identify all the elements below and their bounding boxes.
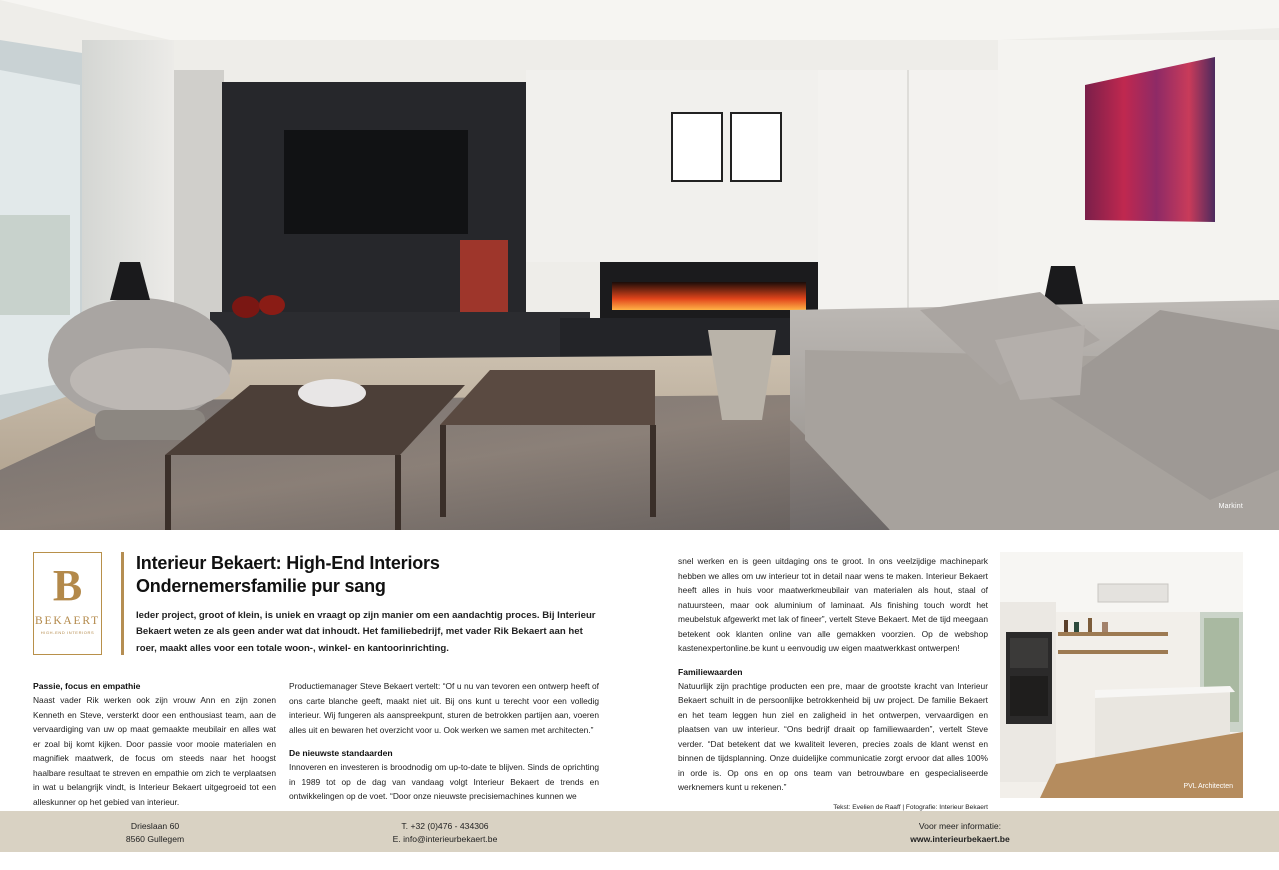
section-body-standaarden: Innoveren en investeren is broodnodig om up-to-date te blijven. Sinds de oprichting in 1989 tot op de dag van vandaag volgt Interieur Bekaert de trends en ontwikkelingen op de voet. “Door onze nieuwste precisiemachines kunnen we — [289, 762, 599, 801]
footer-more-info — [885, 820, 1035, 846]
logo-tagline: HIGH-END INTERIORS — [40, 630, 95, 635]
section-heading-standaarden: De nieuwste standaarden — [289, 748, 393, 758]
headline-accent-rule — [121, 552, 124, 655]
kitchen-illustration — [1000, 552, 1243, 798]
footer-street: Drieslaan 60 — [130, 821, 180, 831]
footer-info-label: Voor meer informatie: — [918, 821, 1002, 831]
article-credit: Tekst: Evelien de Raaff | Fotografie: Interieur Bekaert — [833, 803, 988, 811]
article-header — [136, 552, 606, 657]
footer-contact — [380, 820, 510, 846]
section-body-familiewaarden: Natuurlijk zijn prachtige producten een pre, maar de grootste kracht van Interieur Bekaert schuilt in de persoonlijke betrokkenheid bij uw project. De familie Bekaert en het team leggen hun ziel en zaligheid in het ontwerpen, vervaardigen en plaatsen van uw interieur. “Ons bedrijf draait op familiewaarden”, vertelt Steve verder. “Dat betekent dat we kwaliteit leveren, precies zoals de klant wenst en binnen de tijdsplanning. Onze duidelijke communicatie zorgt ervoor dat alles 100% in orde is. Op ons en op ons team van betrouwbare en gespecialiseerde werknemers kunt u rekenen.” — [678, 680, 988, 792]
logo-monogram: B — [52, 561, 83, 610]
footer-email[interactable]: E. info@interieurbekaert.be — [392, 834, 498, 844]
article-title — [136, 552, 606, 598]
bekaert-logo — [33, 552, 102, 655]
footer-address — [100, 820, 210, 846]
article-lead: Ieder project, groot of klein, is uniek en vraagt op zijn manier om een aandachtig proces. Bij Interieur Bekaert weten ze als geen ander wat dat inhoudt. Het familiebedrijf, met vader Rik Bekaert aan het roer, maakt alles voor een totale woon-, winkel- en kantoorinrichting. — [136, 610, 596, 654]
logo-brand: BEKAERT — [35, 615, 100, 627]
section-body-passie: Naast vader Rik werken ook zijn vrouw Ann en zijn zonen Kenneth en Steve, versterkt door een enthousiast team, aan de vervaardiging van uw op maat gemaakte meubilair en alles wat er zoal bij komt kijken. Door passie voor mooie materialen en magnifiek maatwerk, de focus om steeds naar het hoogst haalbare resultaat te streven en empathie om zich te verplaatsen in wat u belangrijk vindt, is Interieur Bekaert uitgegroeid tot een alleskunner op het gebied van interieur. — [33, 695, 276, 807]
kitchen-photo — [1000, 552, 1243, 798]
section-body-machinepark: snel werken en is geen uitdaging ons te groot. In ons veelzijdige machinepark hebben we alles om uw interieur tot in detail naar wens te maken. Interieur Bekaert heeft alles in huis voor maatwerkmeubilair van materialen als hout, staal of natuursteen, maar ook aluminium of laminaat. Als finishing touch wordt het meubelstuk afgewerkt met lak of fineer”, vertelt Steve Bekaert. Met de tijd meegaan betekent ook klanten online van alle gemakken voorzien. Op de webshop kastenexpertonline.be kunt u eenvoudig uw eigen maatwerkkast ontwerpen! — [678, 556, 988, 653]
section-heading-familiewaarden: Familiewaarden — [678, 666, 743, 677]
article-column-2 — [289, 679, 599, 804]
hero-photo-caption: Markint — [1218, 503, 1243, 510]
article-column-3 — [678, 554, 988, 815]
section-heading-passie: Passie, focus en empathie — [33, 681, 141, 691]
footer-contact-bar — [0, 811, 1279, 852]
quote-steve: Productiemanager Steve Bekaert vertelt: “Of u nu van tevoren een ontwerp heeft of ons carte blanche geeft, maakt niet uit. Bij ons kunt u terecht voor een volledig interieur. Wij fungeren als aanspreekpunt, sturen de betrokken partijen aan, voeren alles uit en bewaren het overzicht voor u. Ook werken we samen met architecten.” — [289, 681, 599, 735]
footer-city: 8560 Gullegem — [125, 834, 185, 844]
article-column-1 — [33, 679, 276, 809]
footer-phone[interactable]: T. +32 (0)476 - 434306 — [401, 821, 489, 831]
kitchen-photo-caption: PVL Architecten — [1183, 783, 1233, 790]
footer-website-link[interactable]: www.interieurbekaert.be — [910, 834, 1010, 844]
article-title-line2: Ondernemersfamilie pur sang — [136, 576, 386, 596]
article-title-line1: Interieur Bekaert: High-End Interiors — [136, 553, 440, 573]
